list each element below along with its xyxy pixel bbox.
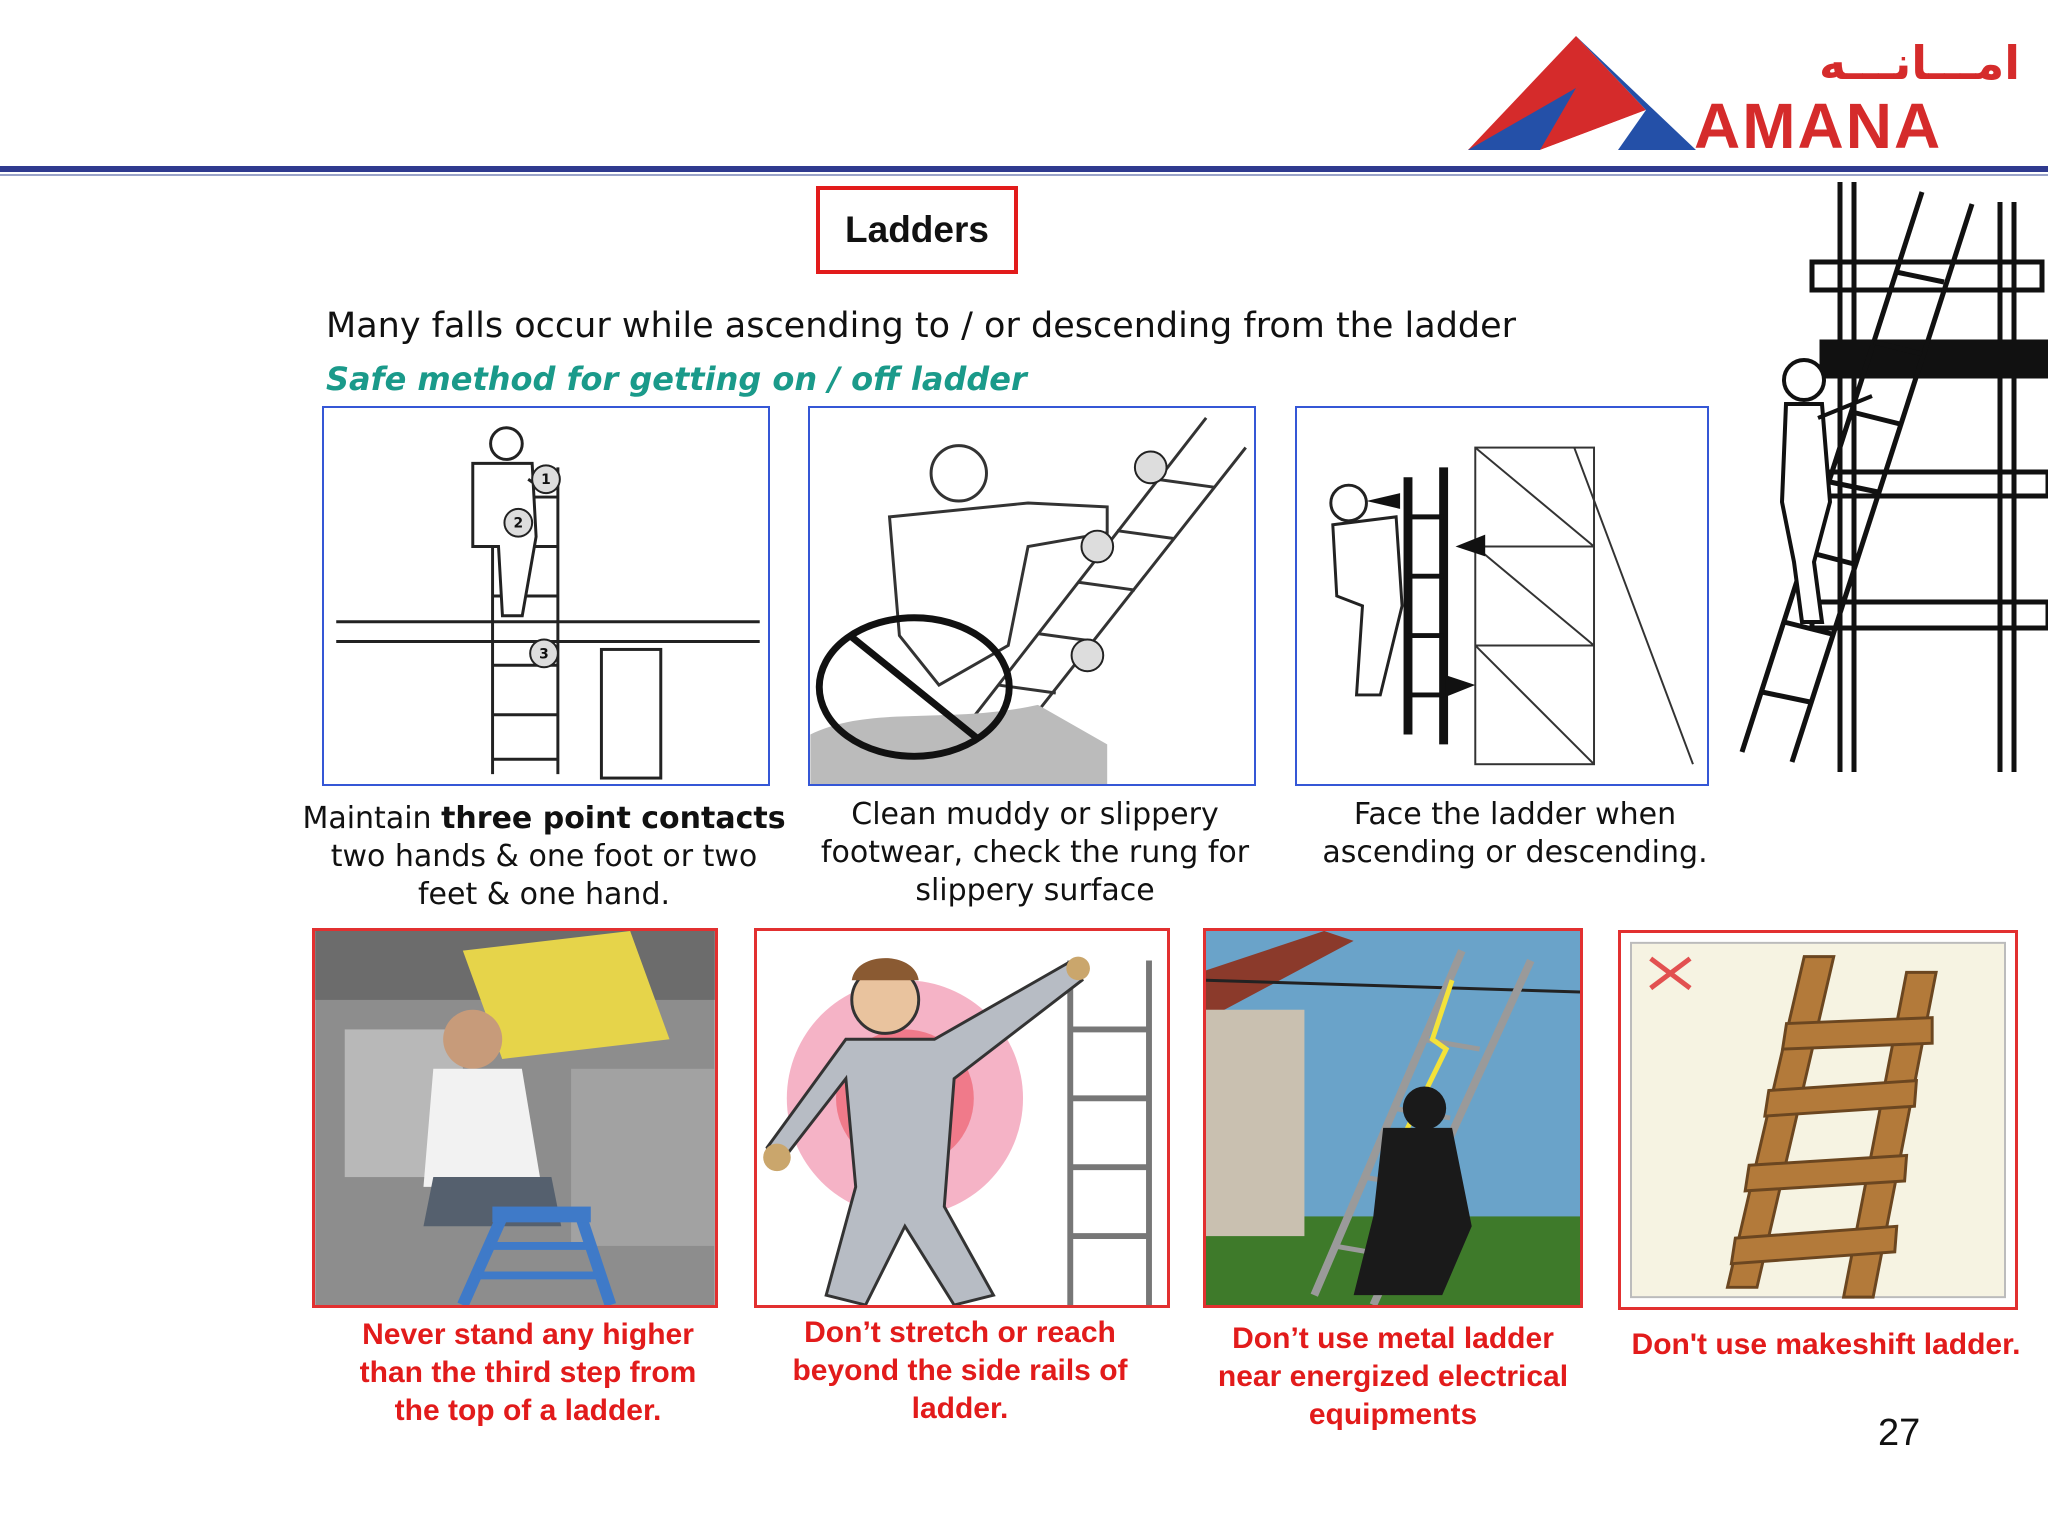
page-number: 27 bbox=[1878, 1412, 1921, 1454]
warning-caption-4 bbox=[1604, 1326, 2048, 1364]
tip-2-line2: footwear, check the rung for bbox=[820, 835, 1250, 870]
header-rule-shadow bbox=[0, 174, 2048, 176]
warning-1-line2: than the third step from bbox=[359, 1356, 697, 1389]
overreach-image bbox=[754, 928, 1170, 1308]
tip-2-line3: slippery surface bbox=[915, 873, 1155, 908]
tip-3-line1: Face the ladder when bbox=[1353, 797, 1677, 832]
tip-3-line2: ascending or descending. bbox=[1322, 835, 1708, 870]
header-rule bbox=[0, 166, 2048, 172]
warning-3-line3: equipments bbox=[1308, 1398, 1478, 1431]
tip-2-line1: Clean muddy or slippery bbox=[851, 797, 1219, 832]
electrocution-illustration bbox=[1206, 931, 1580, 1305]
intro-text: Many falls occur while ascending to / or descending from the ladder bbox=[326, 306, 1517, 346]
makeshift-ladder-illustration bbox=[1621, 933, 2015, 1307]
tip-1-pre: Maintain bbox=[302, 801, 442, 836]
warning-1-line3: the top of a ladder. bbox=[394, 1394, 662, 1427]
logo-arabic-text: امـــانـــه bbox=[1818, 36, 2020, 90]
overreaching-worker-illustration bbox=[757, 931, 1167, 1305]
step-marker-2: 2 bbox=[513, 515, 524, 532]
warning-2-line2: beyond the side rails of bbox=[792, 1354, 1128, 1387]
makeshift-ladder-image bbox=[1618, 930, 2018, 1310]
warning-caption-3 bbox=[1200, 1320, 1586, 1434]
metal-ladder-electrical-image bbox=[1203, 928, 1583, 1308]
step-marker-1: 1 bbox=[541, 472, 551, 489]
warning-4-line1: Don't use makeshift ladder. bbox=[1631, 1328, 2021, 1361]
third-step-photo bbox=[312, 928, 718, 1308]
scaffold-icon bbox=[1722, 182, 2048, 782]
warning-caption-1 bbox=[312, 1316, 744, 1430]
slippery-footwear-image bbox=[808, 406, 1256, 786]
logo-triangle-icon bbox=[1468, 28, 1698, 158]
warning-caption-2 bbox=[754, 1314, 1166, 1428]
warning-1-line1: Never stand any higher bbox=[362, 1318, 694, 1351]
tip-1-line2: two hands & one foot or two bbox=[330, 839, 758, 874]
slippery-rung-illustration bbox=[810, 408, 1254, 784]
slide-title: Ladders bbox=[845, 209, 989, 250]
amana-logo bbox=[1468, 28, 2028, 162]
warning-2-line1: Don’t stretch or reach bbox=[804, 1316, 1116, 1349]
warning-2-line3: ladder. bbox=[911, 1392, 1009, 1425]
subtitle-text: Safe method for getting on / off ladder bbox=[326, 360, 1027, 398]
step-marker-3: 3 bbox=[539, 646, 549, 663]
warning-3-line2: near energized electrical bbox=[1217, 1360, 1569, 1393]
slide-title-box bbox=[816, 186, 1018, 274]
tip-caption-3 bbox=[1290, 796, 1740, 872]
face-ladder-illustration bbox=[1297, 408, 1707, 784]
climbing-worker-illustration bbox=[324, 408, 768, 784]
scaffold-ladder-illustration bbox=[1722, 182, 2048, 782]
warning-3-line1: Don’t use metal ladder bbox=[1232, 1322, 1554, 1355]
tip-1-bold: three point contacts bbox=[441, 801, 786, 836]
tip-caption-1 bbox=[296, 800, 792, 914]
three-point-contact-image bbox=[322, 406, 770, 786]
logo-name: AMANA bbox=[1694, 90, 1943, 162]
face-ladder-image bbox=[1295, 406, 1709, 786]
tip-caption-2 bbox=[790, 796, 1280, 910]
worker-on-stepladder-illustration bbox=[315, 931, 715, 1305]
tip-1-line3: feet & one hand. bbox=[417, 877, 671, 912]
